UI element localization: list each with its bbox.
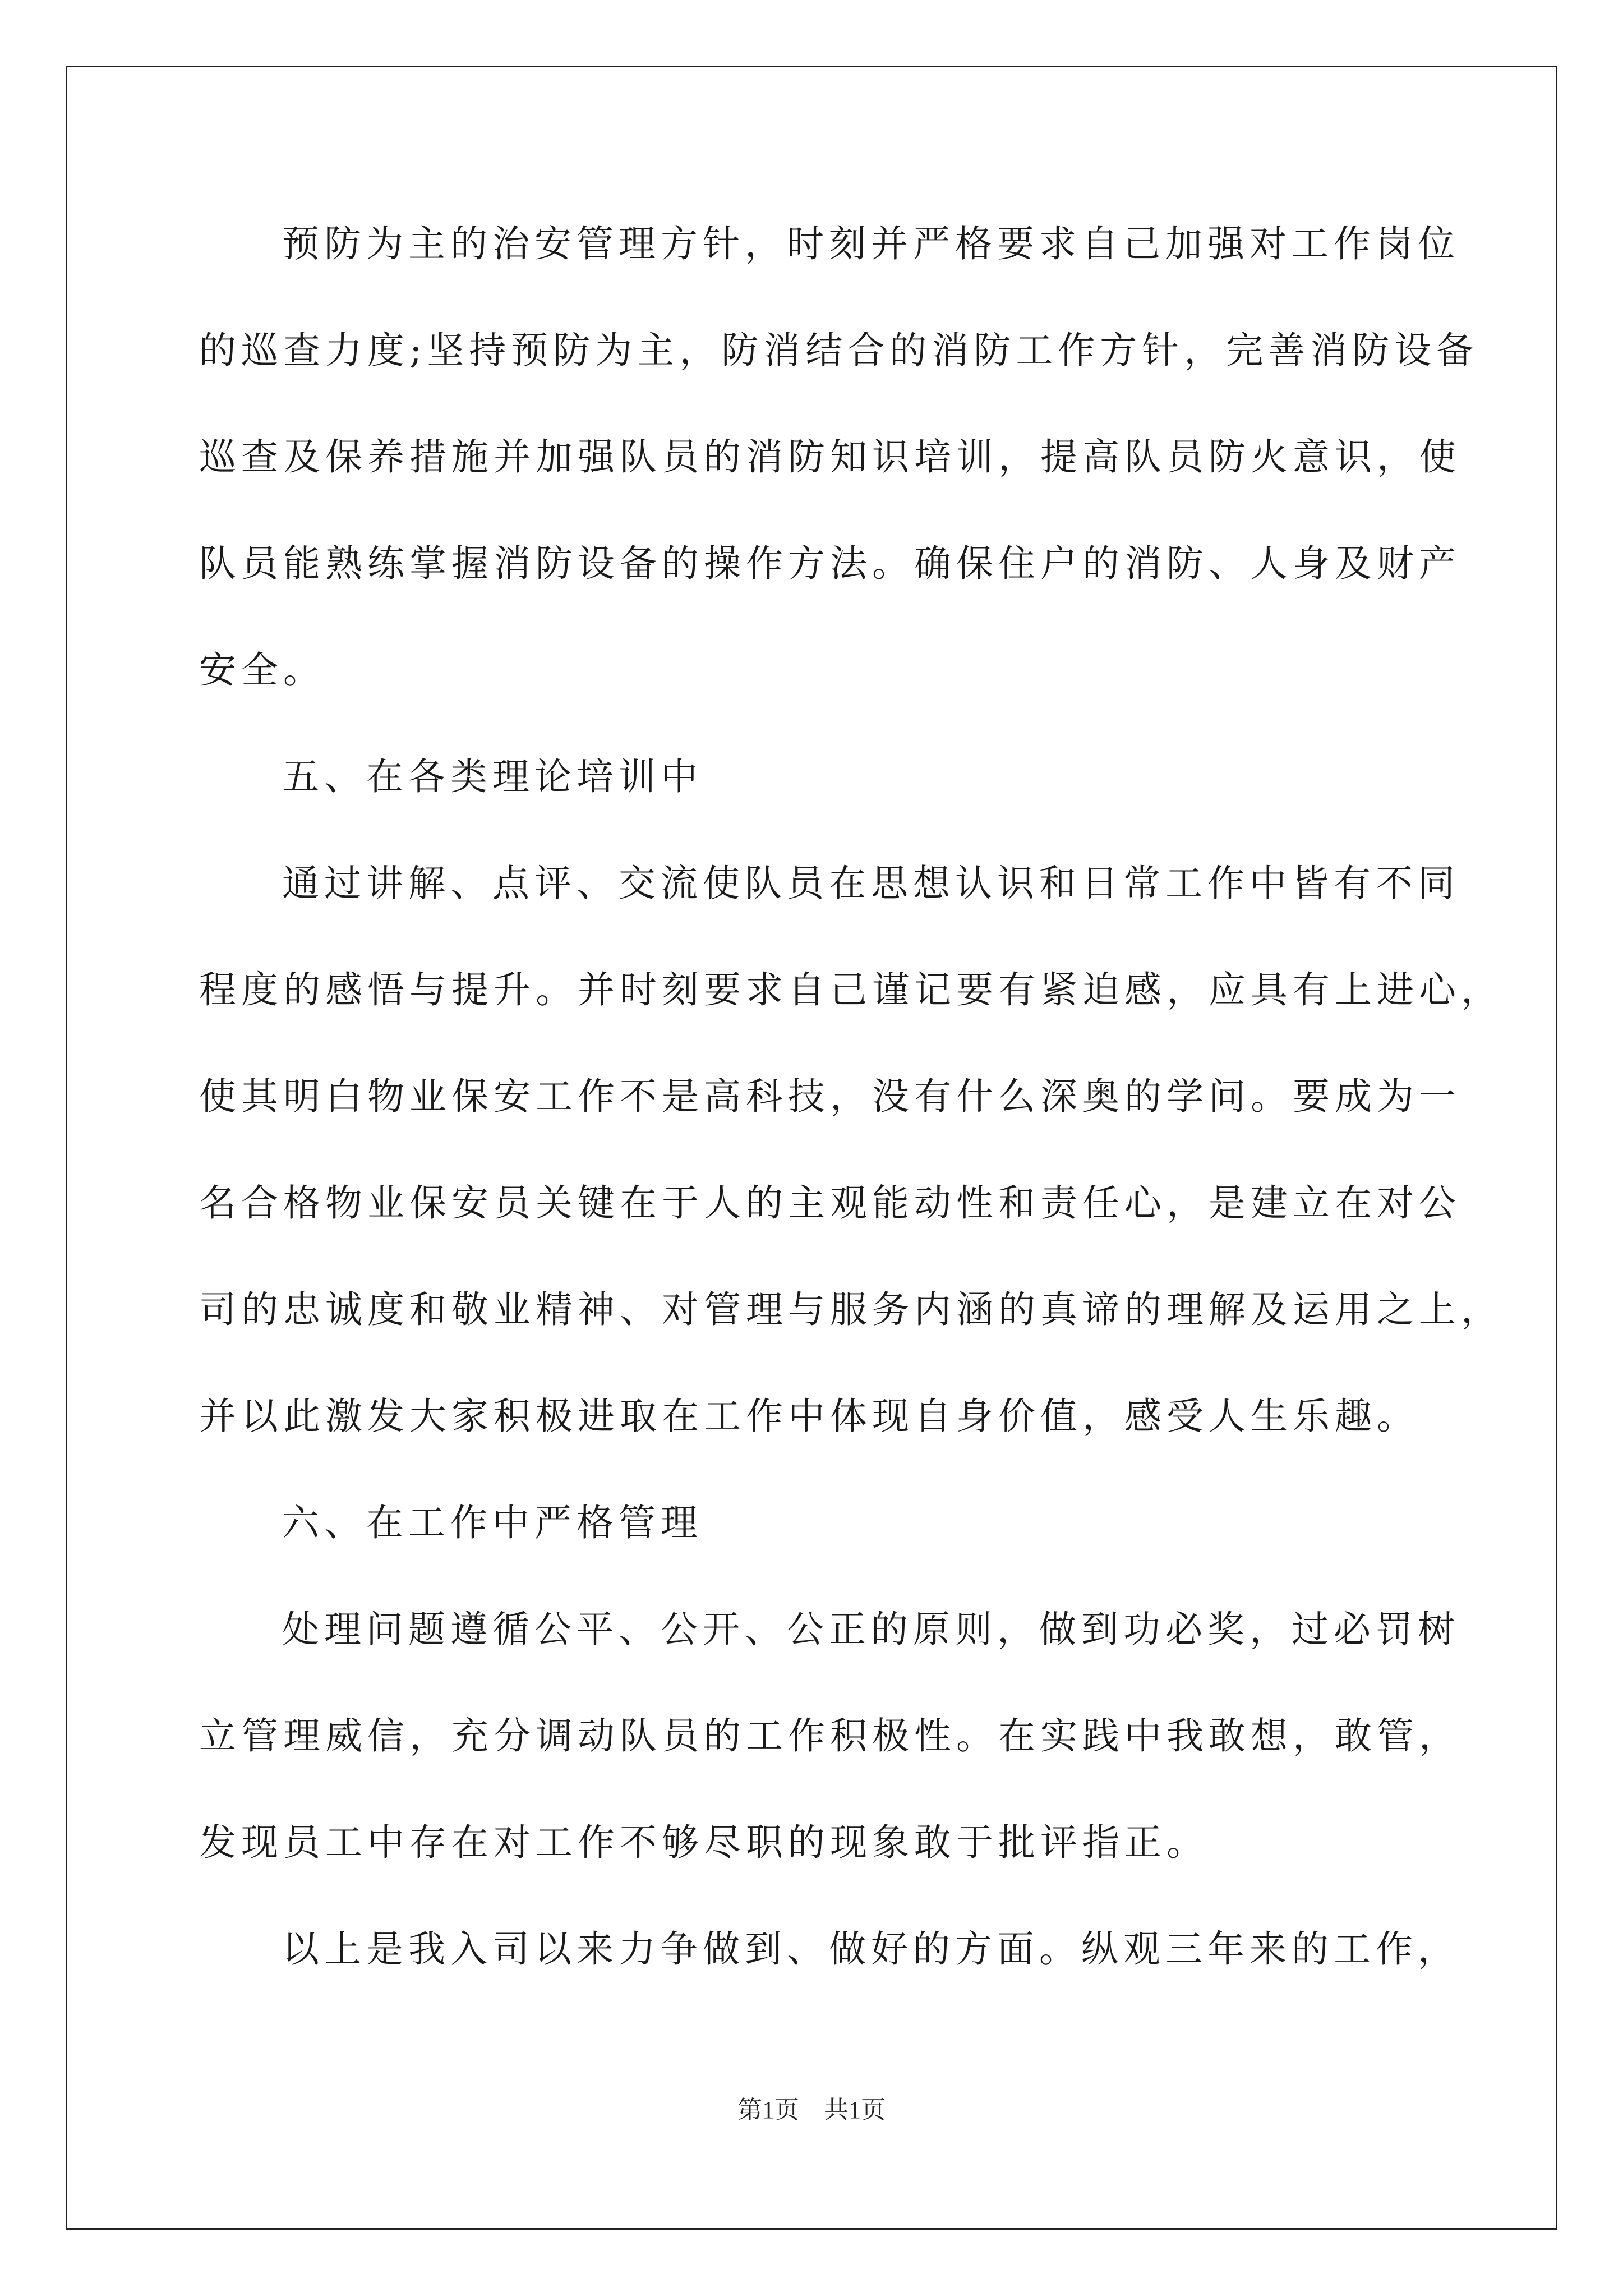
paragraph-line: 司的忠诚度和敬业精神、对管理与服务内涵的真谛的理解及运用之上，: [199, 1288, 1503, 1331]
paragraph-line: 巡查及保养措施并加强队员的消防知识培训，提高队员防火意识，使: [199, 435, 1461, 478]
section-heading: 六、在工作中严格管理: [282, 1501, 703, 1544]
paragraph-line: 处理问题遵循公平、公开、公正的原则，做到功必奖，过必罚树: [282, 1608, 1460, 1651]
paragraph-line: 并以此激发大家积极进取在工作中体现自身价值，感受人生乐趣。: [199, 1395, 1419, 1438]
paragraph-line: 立管理威信，充分调动队员的工作积极性。在实践中我敢想，敢管，: [199, 1714, 1461, 1757]
page-border: [66, 66, 1557, 2230]
page-number-footer: 第1页 共1页: [737, 2096, 886, 2124]
paragraph-line: 发现员工中存在对工作不够尽职的现象敢于批评指正。: [199, 1821, 1209, 1864]
section-heading: 五、在各类理论培训中: [282, 755, 703, 798]
paragraph-line: 程度的感悟与提升。并时刻要求自己谨记要有紧迫感，应具有上进心，: [199, 968, 1503, 1011]
paragraph-line: 的巡查力度;坚持预防为主，防消结合的消防工作方针，完善消防设备: [199, 329, 1479, 372]
paragraph-line: 预防为主的治安管理方针，时刻并严格要求自己加强对工作岗位: [282, 222, 1460, 265]
paragraph-line: 使其明白物业保安工作不是高科技，没有什么深奥的学问。要成为一: [199, 1075, 1461, 1118]
paragraph-line: 以上是我入司以来力争做到、做好的方面。纵观三年来的工作，: [282, 1927, 1460, 1971]
paragraph-line: 名合格物业保安员关键在于人的主观能动性和责任心，是建立在对公: [199, 1181, 1461, 1225]
paragraph-line: 安全。: [199, 648, 325, 692]
paragraph-line: 队员能熟练掌握消防设备的操作方法。确保住户的消防、人身及财产: [199, 542, 1461, 585]
paragraph-line: 通过讲解、点评、交流使队员在思想认识和日常工作中皆有不同: [282, 862, 1460, 905]
